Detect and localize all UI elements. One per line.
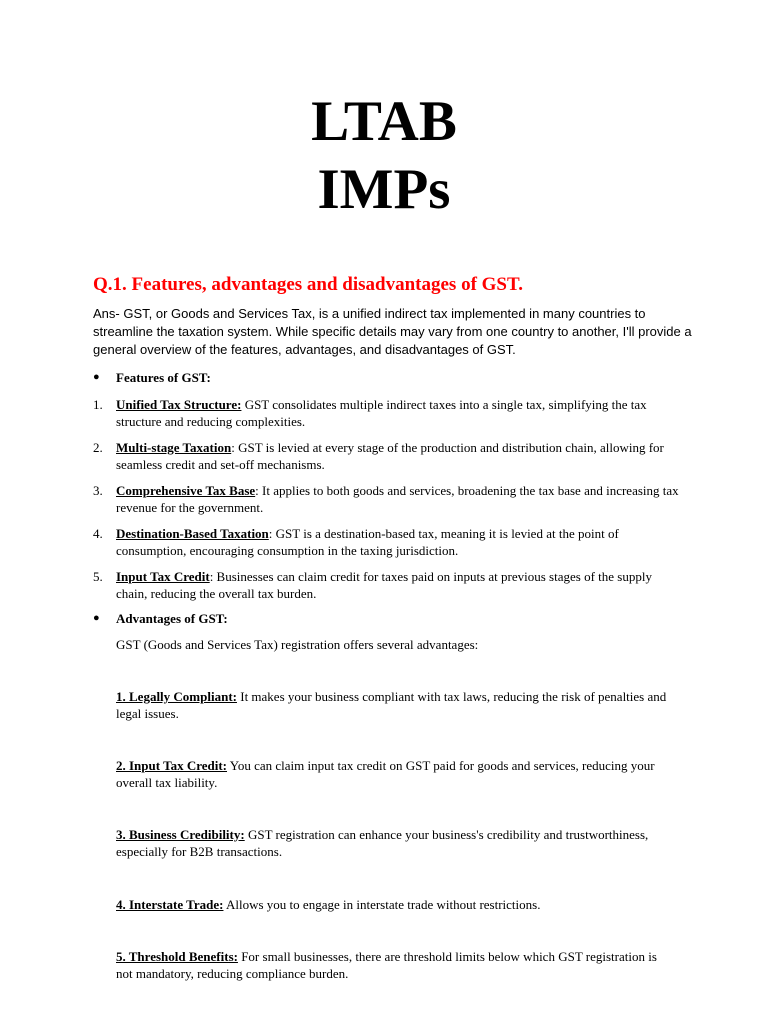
bullet-icon: ●: [93, 371, 100, 383]
advantage-text: It makes your business compliant with tax laws, reducing the risk of penalties and legal issues.: [116, 689, 667, 721]
advantage-text: GST registration can enhance your business's credibility and trustworthiness, especially for B2B transactions.: [116, 827, 649, 859]
feature-text: : GST is a destination-based tax, meaning it is levied at the point of consumption, encouraging consumption in the taxing jurisdiction.: [116, 526, 619, 558]
advantage-item: [116, 688, 676, 722]
advantage-text: Allows you to engage in interstate trade without restrictions.: [223, 897, 541, 912]
advantage-item: [116, 948, 676, 982]
feature-number: 2.: [93, 440, 103, 455]
feature-label: Destination-Based Taxation: [116, 526, 269, 541]
bullet-icon: ●: [93, 612, 100, 624]
features-heading-text: Features of GST:: [116, 370, 211, 385]
question-heading: Q.1. Features, advantages and disadvantages of GST.: [93, 274, 524, 295]
feature-label: Input Tax Credit: [116, 569, 210, 584]
feature-label: Comprehensive Tax Base: [116, 483, 256, 498]
advantage-text: You can claim input tax credit on GST paid for goods and services, reducing your overall tax liability.: [116, 758, 655, 790]
advantage-label: 2. Input Tax Credit:: [116, 758, 228, 773]
feature-label: Unified Tax Structure:: [116, 397, 242, 412]
feature-label: Multi-stage Taxation: [116, 440, 232, 455]
feature-number: 3.: [93, 483, 103, 498]
advantage-item: [116, 896, 676, 913]
feature-text: : Businesses can claim credit for taxes paid on inputs at previous stages of the supply chain, reducing the overall tax burden.: [116, 569, 652, 601]
feature-number: 1.: [93, 397, 103, 412]
advantages-intro: GST (Goods and Services Tax) registration offers several advantages:: [116, 637, 479, 652]
document-title: [0, 88, 768, 224]
advantage-item: [116, 757, 676, 791]
advantage-label: 5. Threshold Benefits:: [116, 949, 238, 964]
title-line-1: LTAB: [311, 90, 457, 153]
feature-number: 5.: [93, 569, 103, 584]
advantage-item: [116, 826, 676, 860]
advantage-text: For small businesses, there are threshold limits below which GST registration is not mandatory, reducing compliance burden.: [116, 949, 657, 981]
feature-number: 4.: [93, 526, 103, 541]
feature-text: GST consolidates multiple indirect taxes into a single tax, simplifying the tax structure and reducing complexities.: [116, 397, 647, 429]
title-line-2: IMPs: [317, 158, 451, 221]
advantage-label: 1. Legally Compliant:: [116, 689, 237, 704]
feature-text: : It applies to both goods and services, broadening the tax base and increasing tax revenue for the government.: [116, 483, 679, 515]
feature-text: : GST is levied at every stage of the production and distribution chain, allowing for seamless credit and set-off mechanisms.: [116, 440, 664, 472]
advantage-label: 3. Business Credibility:: [116, 827, 245, 842]
intro-paragraph: Ans- GST, or Goods and Services Tax, is a unified indirect tax implemented in many countries to streamline the taxation system. While specific details may vary from one country to another, I'll provide a general overview of the features, advantages, and disadvantages of GST.: [93, 306, 692, 357]
advantage-label: 4. Interstate Trade:: [116, 897, 224, 912]
advantages-heading-text: Advantages of GST:: [116, 611, 228, 626]
